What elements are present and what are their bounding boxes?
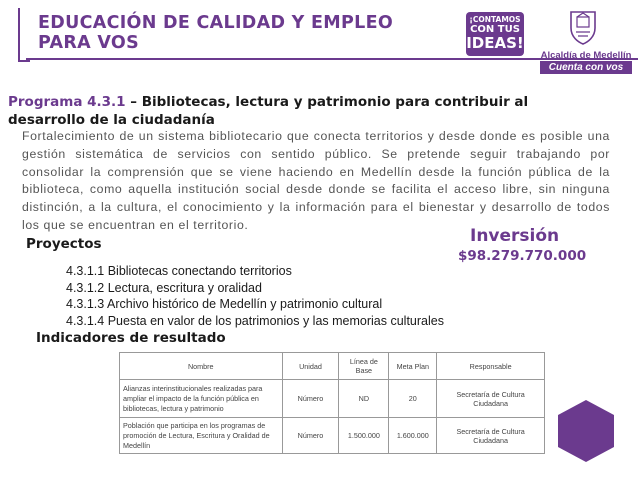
table-cell: Número	[282, 418, 339, 454]
page-title-line1: EDUCACIÓN DE CALIDAD Y EMPLEO	[38, 13, 393, 33]
table-cell: 20	[389, 380, 437, 418]
projects-heading: Proyectos	[26, 236, 102, 252]
list-item: 4.3.1.2 Lectura, escritura y oralidad	[66, 280, 262, 295]
table-cell: 1.600.000	[389, 418, 437, 454]
table-cell: Alianzas interinstitucionales realizadas para ampliar el impacto de la función pública en bibliotecas, lectura y patrimonio	[120, 380, 283, 418]
indicators-heading: Indicadores de resultado	[36, 330, 226, 346]
coat-of-arms-icon	[568, 8, 598, 46]
table-cell: Secretaría de Cultura Ciudadana	[437, 380, 545, 418]
table-cell: 1.500.000	[339, 418, 389, 454]
table-cell: Número	[282, 380, 339, 418]
header-bracket	[18, 8, 30, 62]
investment-label: Inversión	[470, 226, 560, 246]
program-description: Fortalecimiento de un sistema bibliotecario que conecta territorios y desde donde es posible una gestión sistemática de servicios con sentido público. Se pretende seguir trabajando por consolidar la comprensión que se viene haciendo en Medellín desde la función pública de la biblioteca, como aquella institución social desde donde se facilita el acceso libre, sin ninguna distinción, a la cultura, el conocimiento y la información para el bienestar y desarrollo de todos los que se encuentran en el territorio.	[22, 129, 610, 232]
table-row	[120, 380, 545, 418]
campaign-logo	[466, 12, 524, 56]
table-row	[120, 418, 545, 454]
list-item: 4.3.1.4 Puesta en valor de los patrimonios y las memorias culturales	[66, 313, 444, 328]
column-header: Unidad	[282, 353, 339, 380]
table-cell: ND	[339, 380, 389, 418]
program-title	[8, 93, 608, 129]
program-name: – Bibliotecas, lectura y patrimonio para contribuir al desarrollo de la ciudadanía	[8, 94, 529, 128]
campaign-logo-line3: IDEAS!	[466, 34, 524, 52]
list-item: 4.3.1.1 Bibliotecas conectando territorios	[66, 264, 292, 278]
campaign-logo-line1: ¡CONTAMOS	[469, 15, 521, 24]
projects-list	[66, 263, 444, 329]
alcaldia-name: Alcaldía de Medellín	[540, 50, 632, 61]
table-cell: Población que participa en los programas de promoción de Lectura, Escritura y Oralidad de Medellín	[120, 418, 283, 454]
page-title-line2: PARA VOS	[38, 33, 139, 53]
table-cell: Secretaría de Cultura Ciudadana	[437, 418, 545, 454]
column-header: Línea de Base	[339, 353, 389, 380]
program-number: Programa 4.3.1	[8, 94, 126, 110]
column-header: Nombre	[120, 353, 283, 380]
column-header: Responsable	[437, 353, 545, 380]
decorative-hexagon-icon	[556, 398, 616, 464]
indicators-table	[119, 352, 545, 454]
investment-value: $98.279.770.000	[458, 248, 587, 264]
campaign-logo-line2: CON TUS	[470, 24, 520, 35]
list-item: 4.3.1.3 Archivo histórico de Medellín y patrimonio cultural	[66, 297, 383, 311]
alcaldia-tagline: Cuenta con vos	[540, 61, 632, 74]
page-title	[38, 13, 393, 53]
table-header-row	[120, 353, 545, 380]
column-header: Meta Plan	[389, 353, 437, 380]
